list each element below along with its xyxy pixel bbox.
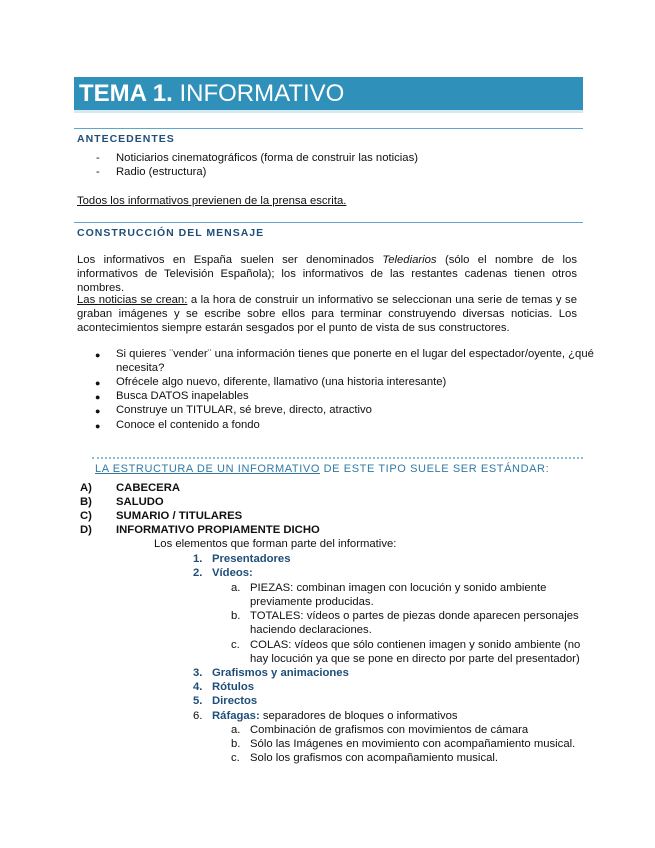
bullet-item: Si quieres ¨vender¨ una información tienes que ponerte en el lugar del espectador/oyente, ¿qué [116, 348, 594, 360]
prensa-note: Todos los informativos previenen de la prensa escrita. [77, 195, 347, 207]
part-label: CABECERA [116, 482, 181, 494]
bullet-item: Busca DATOS inapelables [116, 390, 249, 402]
bullet-item: Ofrécele algo nuevo, diferente, llamativo (una historia interesante) [116, 376, 447, 388]
video-type-piezas-cont: previamente producidas. [250, 596, 374, 608]
element-rotulos: Rótulos [212, 681, 255, 693]
sub-letter: c. [231, 639, 240, 651]
element-directos: Directos [212, 695, 258, 707]
rafaga-type: Combinación de grafismos con movimientos de cámara [250, 724, 529, 736]
rafaga-type: Sólo las Imágenes en movimiento con acompañamiento musical. [250, 738, 576, 750]
sub-letter: b. [231, 738, 241, 750]
part-label: SUMARIO / TITULARES [116, 510, 243, 522]
part-label: INFORMATIVO PROPIAMENTE DICHO [116, 524, 320, 536]
part-letter: D) [80, 524, 92, 536]
dash-marker: - [96, 152, 100, 164]
elements-intro: Los elementos que forman parte del informative: [154, 538, 397, 550]
bullet-item-continuation: necesita? [116, 362, 165, 374]
paragraph-noticias: Las noticias se crean: a la hora de construir un informativo se seleccionan una serie de temas y se graban imágenes y se escribe sobre ellos para terminar construyendo diversas noticias. Los acontecimientos siempre estarán sesgados por el punto de vista de sus constructores. [77, 294, 577, 334]
video-type-totales-cont: haciendo declaraciones. [250, 624, 372, 636]
title-banner [74, 77, 583, 110]
element-number: 3. [193, 667, 203, 679]
part-label: SALUDO [116, 496, 164, 508]
paragraph-telediarios: Los informativos en España suelen ser denominados Telediarios (sólo el nombre de los informativos de Televisión Española); los informativos de las restantes cadenas tienen otros nombres. [77, 254, 577, 294]
element-presentadores: Presentadores [212, 553, 291, 565]
dotted-divider [92, 457, 583, 459]
bullet-marker: ● [95, 406, 101, 416]
section-heading-estructura: LA ESTRUCTURA DE UN INFORMATIVO DE ESTE TIPO SUELE SER ESTÁNDAR: [95, 463, 550, 475]
element-number: 2. [193, 567, 203, 579]
part-letter: A) [80, 482, 92, 494]
bullet-marker: ● [95, 421, 101, 431]
element-rafagas: Ráfagas: separadores de bloques o informativos [212, 710, 458, 722]
bullet-marker: ● [95, 350, 101, 360]
video-type-piezas: PIEZAS: combinan imagen con locución y sonido ambiente [250, 582, 547, 594]
element-number: 4. [193, 681, 203, 693]
element-videos: Vídeos: [212, 567, 253, 579]
element-number: 6. [193, 710, 203, 722]
element-number: 5. [193, 695, 203, 707]
section-divider [74, 128, 583, 129]
video-type-colas-cont: hay locución ya que se pone en directo por parte del presentador) [250, 653, 580, 665]
video-type-totales: TOTALES: vídeos o partes de piezas donde aparecen personajes [250, 610, 579, 622]
video-type-colas: COLAS: vídeos que sólo contienen imagen y sonido ambiente (no [250, 639, 581, 651]
bullet-item: Conoce el contenido a fondo [116, 419, 260, 431]
bullet-marker: ● [95, 378, 101, 388]
sub-letter: a. [231, 582, 241, 594]
page-title: TEMA 1. INFORMATIVO [79, 80, 345, 107]
dash-marker: - [96, 166, 100, 178]
section-heading-antecedentes: ANTECEDENTES [77, 133, 175, 145]
bullet-item: Construye un TITULAR, sé breve, directo, atractivo [116, 404, 372, 416]
section-heading-construccion: CONSTRUCCIÓN DEL MENSAJE [77, 227, 265, 239]
section-divider [74, 222, 583, 223]
part-letter: C) [80, 510, 92, 522]
list-item: Radio (estructura) [116, 166, 207, 178]
bullet-marker: ● [95, 392, 101, 402]
element-grafismos: Grafismos y animaciones [212, 667, 349, 679]
sub-letter: b. [231, 610, 241, 622]
rafaga-type: Solo los grafismos con acompañamiento musical. [250, 752, 499, 764]
part-letter: B) [80, 496, 92, 508]
element-number: 1. [193, 553, 203, 565]
list-item: Noticiarios cinematográficos (forma de construir las noticias) [116, 152, 418, 164]
sub-letter: a. [231, 724, 241, 736]
sub-letter: c. [231, 752, 240, 764]
